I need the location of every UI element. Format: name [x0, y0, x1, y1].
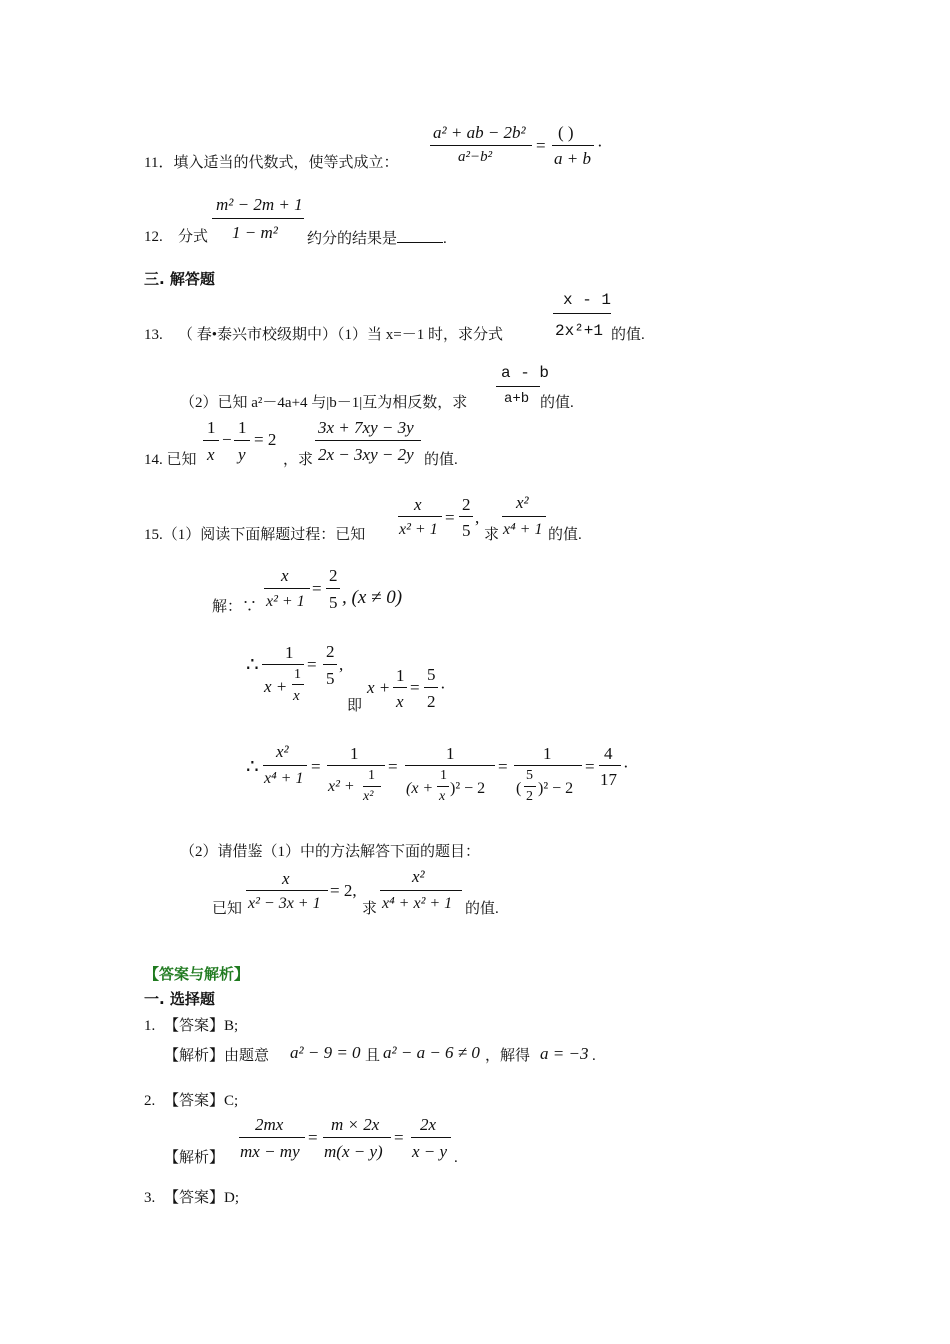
q15-s2-inner-num: 1 [294, 667, 301, 682]
q15-s2b-rbar [424, 687, 438, 688]
q11-lhs-numerator: a² + ab − 2b² [433, 123, 526, 142]
q15-given-bar [398, 516, 442, 517]
q11-label: 11．填入适当的代数式，使等式成立： [144, 155, 399, 171]
answers-header: 【答案与解析】 [144, 965, 250, 983]
q15-s2-bar [262, 664, 304, 665]
answers-section-1: 一. 选择题 [144, 990, 215, 1008]
a3-answer: 【答案】D; [164, 1190, 240, 1206]
q15-s2-rbar [323, 664, 337, 665]
q13-frac-numerator: x - 1 [563, 291, 612, 309]
q11-equals: = [536, 136, 546, 155]
q15-s3-f1-den: x⁴ + 1 [264, 770, 304, 787]
q15-s3-f3-den-a: (x + [406, 780, 434, 797]
q14-fraction-bar [315, 440, 421, 441]
a2-f1-bar [239, 1137, 305, 1138]
q15-s1-rbar [326, 588, 340, 589]
a2-f3-den: x − y [412, 1142, 448, 1161]
q15-s2b-den: x [396, 692, 404, 711]
q15-s2-eq: = [307, 655, 317, 674]
q15-s3-f1-bar [263, 765, 307, 766]
q11-rhs-fraction-bar [552, 145, 594, 146]
q15-s1-num: x [281, 566, 289, 585]
q12-number: 12. [144, 229, 163, 245]
q15-s3-f4-bar [514, 765, 582, 766]
q15-s3-f3-in-num: 1 [440, 768, 447, 783]
a1-result: a = −3 [540, 1044, 589, 1063]
q15-s3-f5-den: 17 [600, 770, 617, 789]
q15-end: 的值. [548, 527, 582, 543]
a2-f3-bar [411, 1137, 451, 1138]
q15-s2b-end: · [440, 678, 446, 697]
q15-given-den: x² + 1 [399, 521, 438, 538]
q15-ask: 求 [484, 527, 500, 543]
q15-s2-inner-den: x [293, 688, 300, 704]
q15-s3-f4-num: 1 [543, 744, 552, 763]
q15-s2-therefore: ∴ [246, 654, 259, 676]
q15-s3-f3-in-bar [437, 786, 449, 787]
a1-jiexi: 【解析】由题意 [164, 1048, 270, 1064]
q15-s3-f5-num: 4 [604, 744, 613, 763]
q12-denominator: 1 − m² [232, 223, 278, 242]
q14-cond-a-num: 1 [207, 418, 216, 437]
q15-p2-num: x [282, 869, 290, 888]
q15-s3-f4-den-b: )² − 2 [538, 780, 574, 797]
a2-f2-den: m(x − y) [324, 1142, 383, 1161]
q15-s1-rden: 5 [329, 593, 338, 612]
q15-ask-num: x² [516, 493, 529, 512]
q15-p2-fnum: x² [412, 867, 425, 886]
a1-answer: 【答案】B; [164, 1018, 239, 1034]
q15-s2b-bar [393, 687, 407, 688]
q15-s3-f2-in-bar [363, 786, 381, 787]
q15-s3-therefore: ∴ [246, 756, 259, 778]
q15-s2b-eq: = [410, 678, 420, 697]
a2-f3-num: 2x [420, 1115, 437, 1134]
q15-s2-inner-bar [292, 684, 304, 685]
q15-s2b-rnum: 5 [427, 665, 436, 684]
q15-p2-bar [246, 890, 328, 891]
q15-s3-f5-bar [599, 765, 621, 766]
q15-part2-text: （2）请借鉴（1）中的方法解答下面的题目： [180, 844, 481, 860]
q15-s1-den: x² + 1 [266, 593, 305, 610]
q13-part2-denominator: a+b [504, 391, 530, 407]
q15-s1-rnum: 2 [329, 566, 338, 585]
q14-end: 的值. [424, 452, 458, 468]
q15-s3-f3-in-den: x [439, 789, 446, 804]
q13-part2-fraction-bar [496, 386, 540, 387]
a2-f2-num: m × 2x [331, 1115, 380, 1134]
q14-mid: ，求 [283, 452, 314, 468]
q13-end: 的值. [611, 327, 645, 343]
a2-f1-den: mx − my [240, 1142, 300, 1161]
q14-cond-rhs: = 2 [254, 430, 277, 449]
q15-s3-f2-bar [327, 765, 385, 766]
q13-frac-denominator: 2x²+1 [555, 322, 604, 340]
q15-s1-condition: , (x ≠ 0) [342, 587, 403, 608]
a2-eq1: = [308, 1128, 318, 1147]
q14-cond-a-bar [203, 440, 219, 441]
q14-cond-minus: − [222, 430, 232, 449]
a1-end: . [592, 1048, 596, 1064]
q12-numerator: m² − 2m + 1 [216, 195, 303, 214]
q14-label: 14. 已知 [144, 452, 197, 468]
q14-cond-b-den: y [238, 445, 246, 464]
q15-s2-den: x + [264, 677, 288, 696]
a2-jiexi: 【解析】 [164, 1150, 225, 1166]
a1-eq2: a² − a − 6 ≠ 0 [383, 1043, 480, 1062]
q14-cond-b-bar [234, 440, 250, 441]
q15-given-rbar [459, 516, 473, 517]
a2-answer: 【答案】C; [164, 1093, 239, 1109]
section-3-title: 三. 解答题 [144, 270, 215, 288]
q15-ask-bar [502, 516, 546, 517]
q15-s3-eq1: = [311, 757, 321, 776]
q12-fraction-bar [212, 218, 304, 219]
q15-s2b-rden: 2 [427, 692, 436, 711]
a2-eq2: = [394, 1128, 404, 1147]
q14-frac-numerator: 3x + 7xy − 3y [318, 418, 414, 437]
q15-s2b-lhs: x + [367, 678, 391, 697]
q13-part2-text: （2）已知 a²－4a+4 与|b－1|互为相反数，求 [180, 395, 468, 411]
q12-suffix: 约分的结果是 . [307, 231, 447, 247]
q11-rhs-blank: ( ) [558, 123, 574, 142]
q11-end: · [597, 136, 603, 155]
q13-text: （ 春•泰兴市校级期中）（1）当 x=－1 时，求分式 [178, 327, 503, 343]
q15-s3-f1-num: x² [276, 742, 289, 761]
q15-sol-label: 解：∵ [212, 599, 258, 615]
q15-s3-f2-den: x² + [328, 778, 355, 795]
q15-s2-num: 1 [285, 643, 294, 662]
q15-s3-f4-den-a: ( [516, 780, 522, 797]
a1-comma: ，解得 [485, 1048, 531, 1064]
q11-lhs-denominator: a²−b² [458, 149, 493, 165]
q14-cond-b-num: 1 [238, 418, 247, 437]
q15-given-comma: , [475, 508, 480, 527]
a1-eq1: a² − 9 = 0 [290, 1043, 361, 1062]
q15-s3-f3-num: 1 [446, 744, 455, 763]
q12-prefix: 分式 [178, 229, 209, 245]
q15-p2-den: x² − 3x + 1 [248, 895, 321, 912]
a1-number: 1. [144, 1018, 156, 1034]
a2-end: . [454, 1150, 458, 1166]
q15-s3-eq3: = [498, 757, 508, 776]
q15-p2-fbar [380, 890, 462, 891]
q12-answer-blank [397, 230, 443, 243]
q15-s3-end: · [623, 757, 629, 776]
q15-s2-ji: 即 [347, 698, 363, 714]
q14-cond-a-den: x [207, 445, 215, 464]
q15-p2-label: 已知 [212, 901, 243, 917]
q14-frac-denominator: 2x − 3xy − 2y [318, 445, 414, 464]
q15-ask-den: x⁴ + 1 [503, 521, 543, 538]
q15-p2-fden: x⁴ + x² + 1 [382, 895, 453, 912]
q15-given-rden: 5 [462, 521, 471, 540]
q15-p2-eq: = 2, [330, 881, 357, 900]
q15-given-rnum: 2 [462, 495, 471, 514]
a2-number: 2. [144, 1093, 156, 1109]
a1-qie: 且 [365, 1048, 381, 1064]
a3-number: 3. [144, 1190, 156, 1206]
q15-s3-f3-bar [405, 765, 495, 766]
q15-s3-f2-num: 1 [350, 744, 359, 763]
q13-number: 13. [144, 327, 163, 343]
q15-s1-eq: = [312, 579, 322, 598]
q15-s3-f2-in-den: x² [363, 789, 374, 804]
q15-s2-rden: 5 [326, 669, 335, 688]
q15-given-num: x [414, 495, 422, 514]
q15-s3-eq2: = [388, 757, 398, 776]
q15-s3-f4-in-bar [524, 786, 536, 787]
q11-lhs-fraction-bar [430, 145, 532, 146]
q13-part2-numerator: a - b [501, 364, 550, 382]
a2-f2-bar [323, 1137, 391, 1138]
q15-s2-comma: , [339, 655, 344, 674]
q15-s2b-num: 1 [396, 666, 405, 685]
q15-p2-end: 的值. [465, 901, 499, 917]
q15-s1-bar [264, 588, 310, 589]
a2-f1-num: 2mx [255, 1115, 284, 1134]
q15-s3-f3-den-b: )² − 2 [450, 780, 486, 797]
q15-s3-f4-in-num: 5 [526, 768, 533, 783]
q13-fraction-bar [553, 313, 611, 314]
q11-rhs-denominator: a + b [554, 149, 591, 168]
q15-s3-f4-in-den: 2 [526, 789, 533, 804]
q15-s3-eq4: = [585, 757, 595, 776]
q15-p2-ask: 求 [362, 901, 378, 917]
q13-part2-end: 的值. [540, 395, 574, 411]
q15-s2-rnum: 2 [326, 642, 335, 661]
q15-s3-f2-in-num: 1 [368, 768, 375, 783]
q15-label: 15.（1）阅读下面解题过程：已知 [144, 527, 366, 543]
q15-given-eq: = [445, 508, 455, 527]
